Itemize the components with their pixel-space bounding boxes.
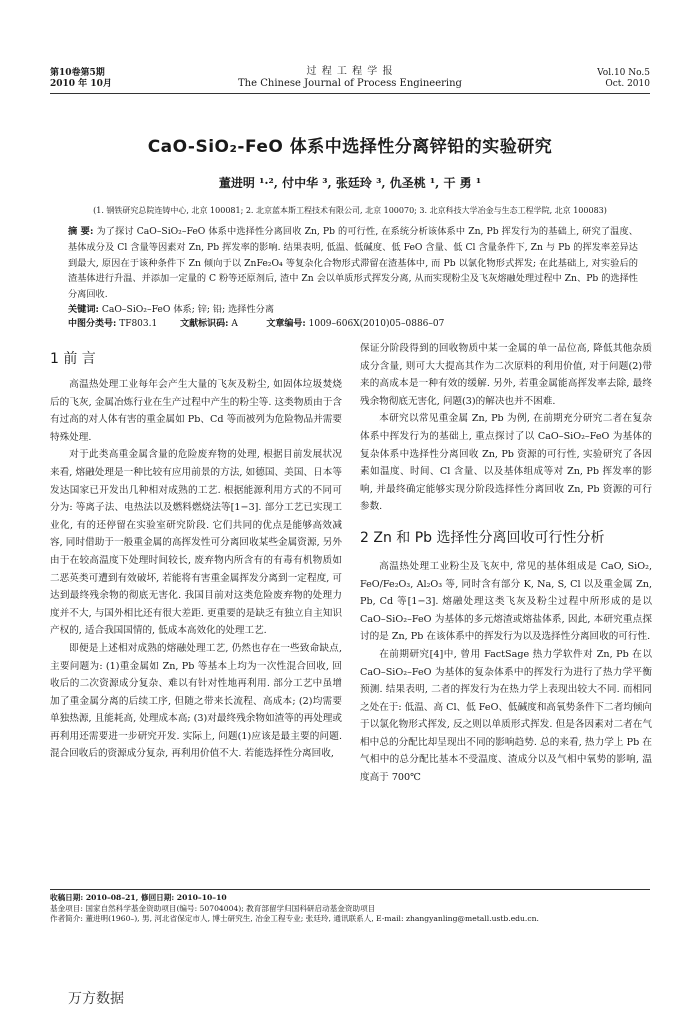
affiliations: (1. 钢铁研究总院连铸中心, 北京 100081; 2. 北京蓝本斯工程技术有限公司, 北京 100070; 3. 北京科技大学冶金与生态工程学院, 北京 100083) [93,206,607,215]
author-bio: 作者简介: 董进明(1960–), 男, 河北省保定市人, 博士研究生, 冶金工程专业; 张廷玲, 通讯联系人, E-mail: zhangyanling@metall.ustb.edu.cn. [50,914,539,923]
doc-code-value: A [231,319,238,329]
volume-issue: 第10卷第5期 [50,68,105,78]
section-1-heading: 1 前 言 [50,351,96,367]
article-number-value: 1009–606X(2010)05–0886–07 [308,319,445,329]
issue-date: 2010 年 10月 [50,79,112,89]
paragraph: 保证分阶段得到的回收物质中某一金属的单一品位高, 降低其他杂质成分含量, 则可大大提高其作为二次原料的利用价值, 对于问题(2)带来的高成本是一种有效的缓解. 另外, 若重金属能高挥发率去除, 最终残余物彻底无害化, 问题(3)的解决也并不困难. [360,343,652,407]
watermark: 万方数据 [68,991,124,1007]
paragraph: 在前期研究[4]中, 曾用 FactSage 热力学软件对 Zn, Pb 在以 CaO–SiO₂–FeO 为基体的复杂体系中的挥发行为进行了热力学平衡预测. 结果表明, 二者的挥发行为在热力学上表现出较大不同. 而相同之处在于: 低温、高 Cl、低 FeO、低碱度和高氧势条件下二者均倾向于以氯化物形式挥发, 反之则以单质形式挥发. 但是各因素对二者在气相中总的分配比却呈现出不同的影响趋势. 总的来看, 热力学上 Pb 在气相中的总分配比基本不受温度、渣成分以及气相中氧势的影响, 温度高于 700℃ [360,648,652,784]
keywords-label: 关键词: [68,304,99,315]
fund-info: 基金项目: 国家自然科学基金资助项目(编号: 50704004); 教育部留学归国科研启动基金资助项目 [50,903,376,913]
paragraph: 本研究以常见重金属 Zn, Pb 为例, 在前期充分研究二者在复杂体系中挥发行为的基础上, 重点探讨了以 CaO–SiO₂–FeO 为基体的复杂体系中选择性分离回收 Zn, Pb 资源的可行性, 实验研究了各因素如温度、时间、Cl 含量、以及基体组成等对 Zn, Pb 挥发率的影响, 并最终确定能够实现分阶段选择性分离回收 Zn, Pb 资源的可行参数. [360,413,652,513]
issue-date-en: Oct. 2010 [605,79,650,89]
journal-name-en: The Chinese Journal of Process Engineering [238,78,462,89]
paper-title: CaO-SiO₂-FeO 体系中选择性分离锌铅的实验研究 [147,137,553,157]
abstract [68,224,638,303]
paragraph: 对于此类高重金属含量的危险废弃物的处理, 根据目前发展状况来看, 熔融处理是一种比较有应用前景的方法, 如德国、美国、日本等发达国家已开发出几种相对成熟的工艺. 根据能源利用方式的不同可分为: 等离子法、电热法以及燃料燃烧法等[1−3]. 部分工艺已实现工业化, 有的还停留在实验室研究阶段. 它们共同的优点是能够高效减容, 同时借助于一般重金属的高挥发性可分离回收某些金属资源, 另外由于在较高温度下处理时间较长, 废弃物内所含有的有毒有机物质如二恶英类可遭到有效破坏, 若能将有害重金属挥发分离到一定程度, 可达到最终残余物的彻底无害化. 我国目前对这类危险废弃物的处理力度并不大, 与国外相比还有很大差距. 更重要的是缺乏有独立自主知识产权的, 适合我国国情的, 低成本高效化的处理工艺. [50,449,342,637]
author-list: 董进明 ¹·², 付中华 ³, 张廷玲 ³, 仇圣桃 ¹, 干 勇 ¹ [218,176,482,190]
article-number-label: 文章编号: [266,319,306,329]
journal-issue-info-en [597,68,650,90]
keywords-text: CaO–SiO₂–FeO 体系; 锌; 铅; 选择性分离 [101,304,275,315]
clc-value: TF803.1 [119,319,158,329]
clc-label: 中图分类号: [68,319,117,329]
paragraph: 高温热处理工业每年会产生大量的飞灰及粉尘, 如固体垃圾焚烧后的飞灰, 金属冶炼行业在生产过程中产生的粉尘等. 这类物质由于含有过高的对人体有害的重金属如 Pb、Cd 等而被列为危险物品并需要特殊处理. [50,379,342,443]
classification-line [68,318,638,331]
keywords [68,303,638,317]
abstract-text: 为了探讨 CaO–SiO₂–FeO 体系中选择性分离回收 Zn, Pb 的可行性, 在系统分析该体系中 Zn, Pb 挥发行为的基础上, 研究了温度、基体成分及 Cl 含量等因素对 Zn, Pb 挥发率的影响. 结果表明, 低温、低碱度、低 FeO 含量、低 Cl 含量条件下, Zn 与 Pb 的挥发率差异达到最大, 原因在于该种条件下 Zn 倾向于以 ZnFe₂O₄ 等复杂化合物形式滞留在渣基体中, 而 Pb 以氯化物形式挥发; 在此基础上, 对实验后的渣基体进行升温、并添加一定量的 C 粉等还原剂后, 渣中 Zn 会以单质形式挥发分离, 从而实现粉尘及飞灰熔融处理过程中 Zn、Pb 的选择性分离回收. [68,226,638,301]
right-column [360,340,652,787]
received-date: 收稿日期: 2010–08–21, 修回日期: 2010–10–10 [50,893,227,902]
journal-name [0,66,700,90]
doc-code-label: 文献标识码: [180,319,229,329]
section-2-heading: 2 Zn 和 Pb 选择性分离回收可行性分析 [360,529,605,546]
footnotes [50,893,650,925]
footnote-divider [50,889,650,890]
paragraph: 高温热处理工业粉尘及飞灰中, 常见的基体组成是 CaO, SiO₂, FeO/Fe₂O₃, Al₂O₃ 等, 同时含有部分 K, Na, S, Cl 以及重金属 Zn, Pb, Cd 等[1−3]. 熔融处理这类飞灰及粉尘过程中所形成的是以 CaO–SiO₂–FeO 为基体的多元熔渣或熔盐体系, 因此, 本研究重点探讨的是 Zn, Pb 在该体系中的挥发行为以及选择性分离回收的可行性. [360,560,652,643]
journal-name-cn: 过 程 工 程 学 报 [306,66,394,77]
abstract-label: 摘 要: [68,226,94,237]
volume-issue-en: Vol.10 No.5 [597,68,650,78]
left-column [50,376,342,763]
header-divider [50,93,650,94]
paragraph: 即便是上述相对成熟的熔融处理工艺, 仍然也存在一些致命缺点, 主要问题为: (1)重金属如 Zn, Pb 等基本上均为一次性混合回收, 回收后的二次资源成分复杂、难以有针对性地再利用. 部分工艺中虽增加了重金属分离的后续工序, 但随之带来长流程、高成本; (2)均需要单独热源, 且能耗高, 处理成本高; (3)对最终残余物如渣等的再处理或再利用还需要进一步研究开发. 实际上, 问题(1)应该是最主要的问题. 混合回收后的资源成分复杂, 再利用价值不大. 若能选择性分离回收, [50,642,342,760]
